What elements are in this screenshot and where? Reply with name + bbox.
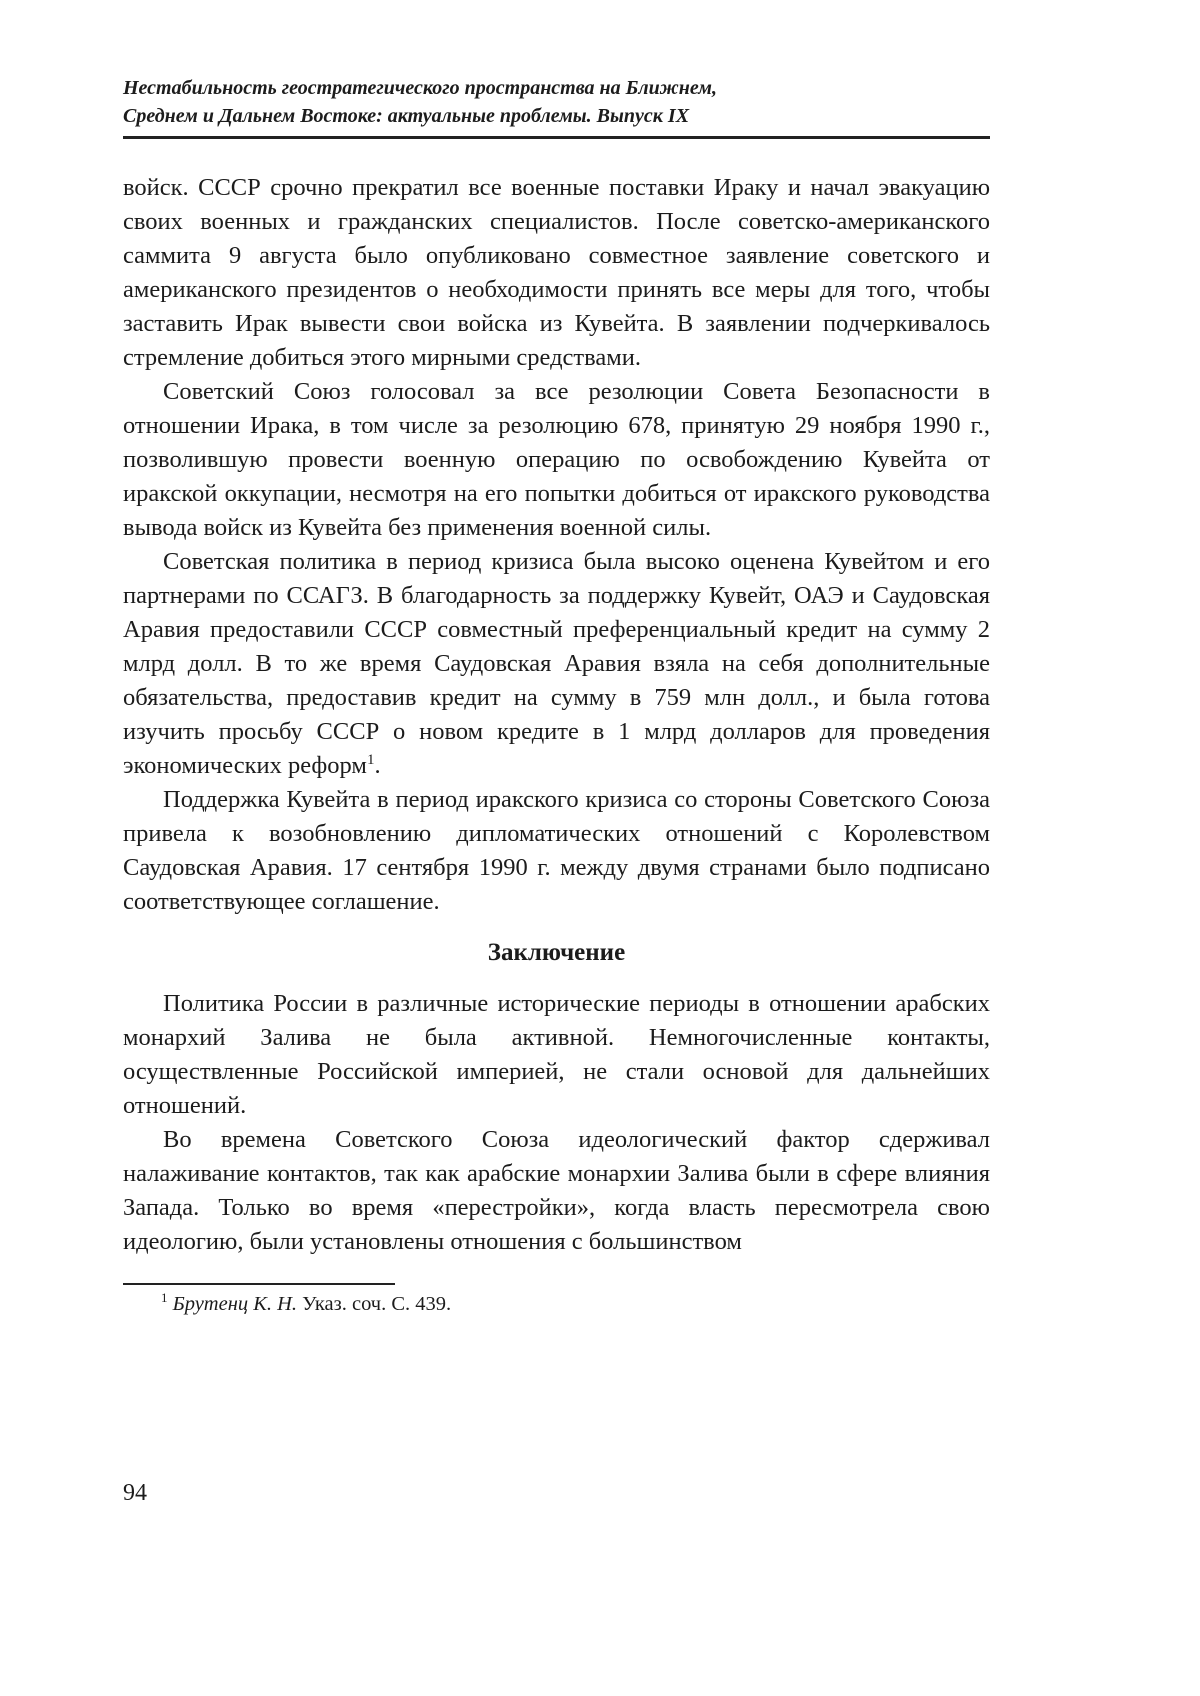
footnote-author: Брутенц К. Н. [172,1293,298,1315]
running-header [123,74,990,139]
paragraph: Советский Союз голосовал за все резолюции Совета Безопасности в отношении Ирака, в том числе за резолюцию 678, принятую 29 ноября 1990 г., позволившую провести военную операцию по освобождению Кувейта от иракской оккупации, несмотря на его попытки добиться от иракского руководства вывода войск из Кувейта без применения военной силы. [123,378,990,541]
footnote-text: Указ. соч. С. 439. [302,1293,452,1315]
section-heading: Заключение [487,939,626,966]
running-header-line-1: Нестабильность геостратегического пространства на Ближнем, [123,77,717,99]
body-text [123,171,990,1259]
paragraph [123,545,990,783]
footnote-reference: 1 [366,751,375,768]
paragraph: войск. СССР срочно прекратил все военные поставки Ираку и начал эвакуацию своих военных и гражданских специалистов. После советско-американского саммита 9 августа было опубликовано совместное заявление советского и американского президентов о необходимости принять все меры для того, чтобы заставить Ирак вывести свои войска из Кувейта. В заявлении подчеркивалось стремление добиться этого мирными средствами. [123,174,990,371]
header-rule [123,136,990,139]
paragraph: Поддержка Кувейта в период иракского кризиса со стороны Советского Союза привела к возобновлению дипломатических отношений с Королевством Саудовская Аравия. 17 сентября 1990 г. между двумя странами было подписано соответствующее соглашение. [123,786,990,915]
paragraph-text: Советская политика в период кризиса была высоко оценена Кувейтом и его партнерами по ССАГЗ. В благодарность за поддержку Кувейт, ОАЭ и Саудовская Аравия предоставили СССР совместный преференциальный кредит на сумму 2 млрд долл. В то же время Саудовская Аравия взяла на себя дополнительные обязательства, предоставив кредит на сумму в 759 млн долл., и была готова изучить просьбу СССР о новом кредите в 1 млрд долларов для проведения экономических реформ [123,548,990,779]
paragraph-text: . [374,752,381,779]
page-number: 94 [123,1480,147,1506]
running-header-line-2: Среднем и Дальнем Востоке: актуальные проблемы. Выпуск IX [123,105,690,127]
paragraph: Во времена Советского Союза идеологический фактор сдерживал налаживание контактов, так как арабские монархии Залива были в сфере влияния Запада. Только во время «перестройки», когда власть пересмотрела свою идеологию, были установлены отношения с большинством [123,1126,990,1255]
footnote-marker: 1 [161,1290,168,1306]
footnote-rule [123,1283,395,1285]
page-footer [123,1283,990,1506]
paragraph: Политика России в различные исторические периоды в отношении арабских монархий Залива не была активной. Немногочисленные контакты, осуществленные Российской империей, не стали основой для дальнейших отношений. [123,990,990,1119]
footnote [123,1291,990,1318]
